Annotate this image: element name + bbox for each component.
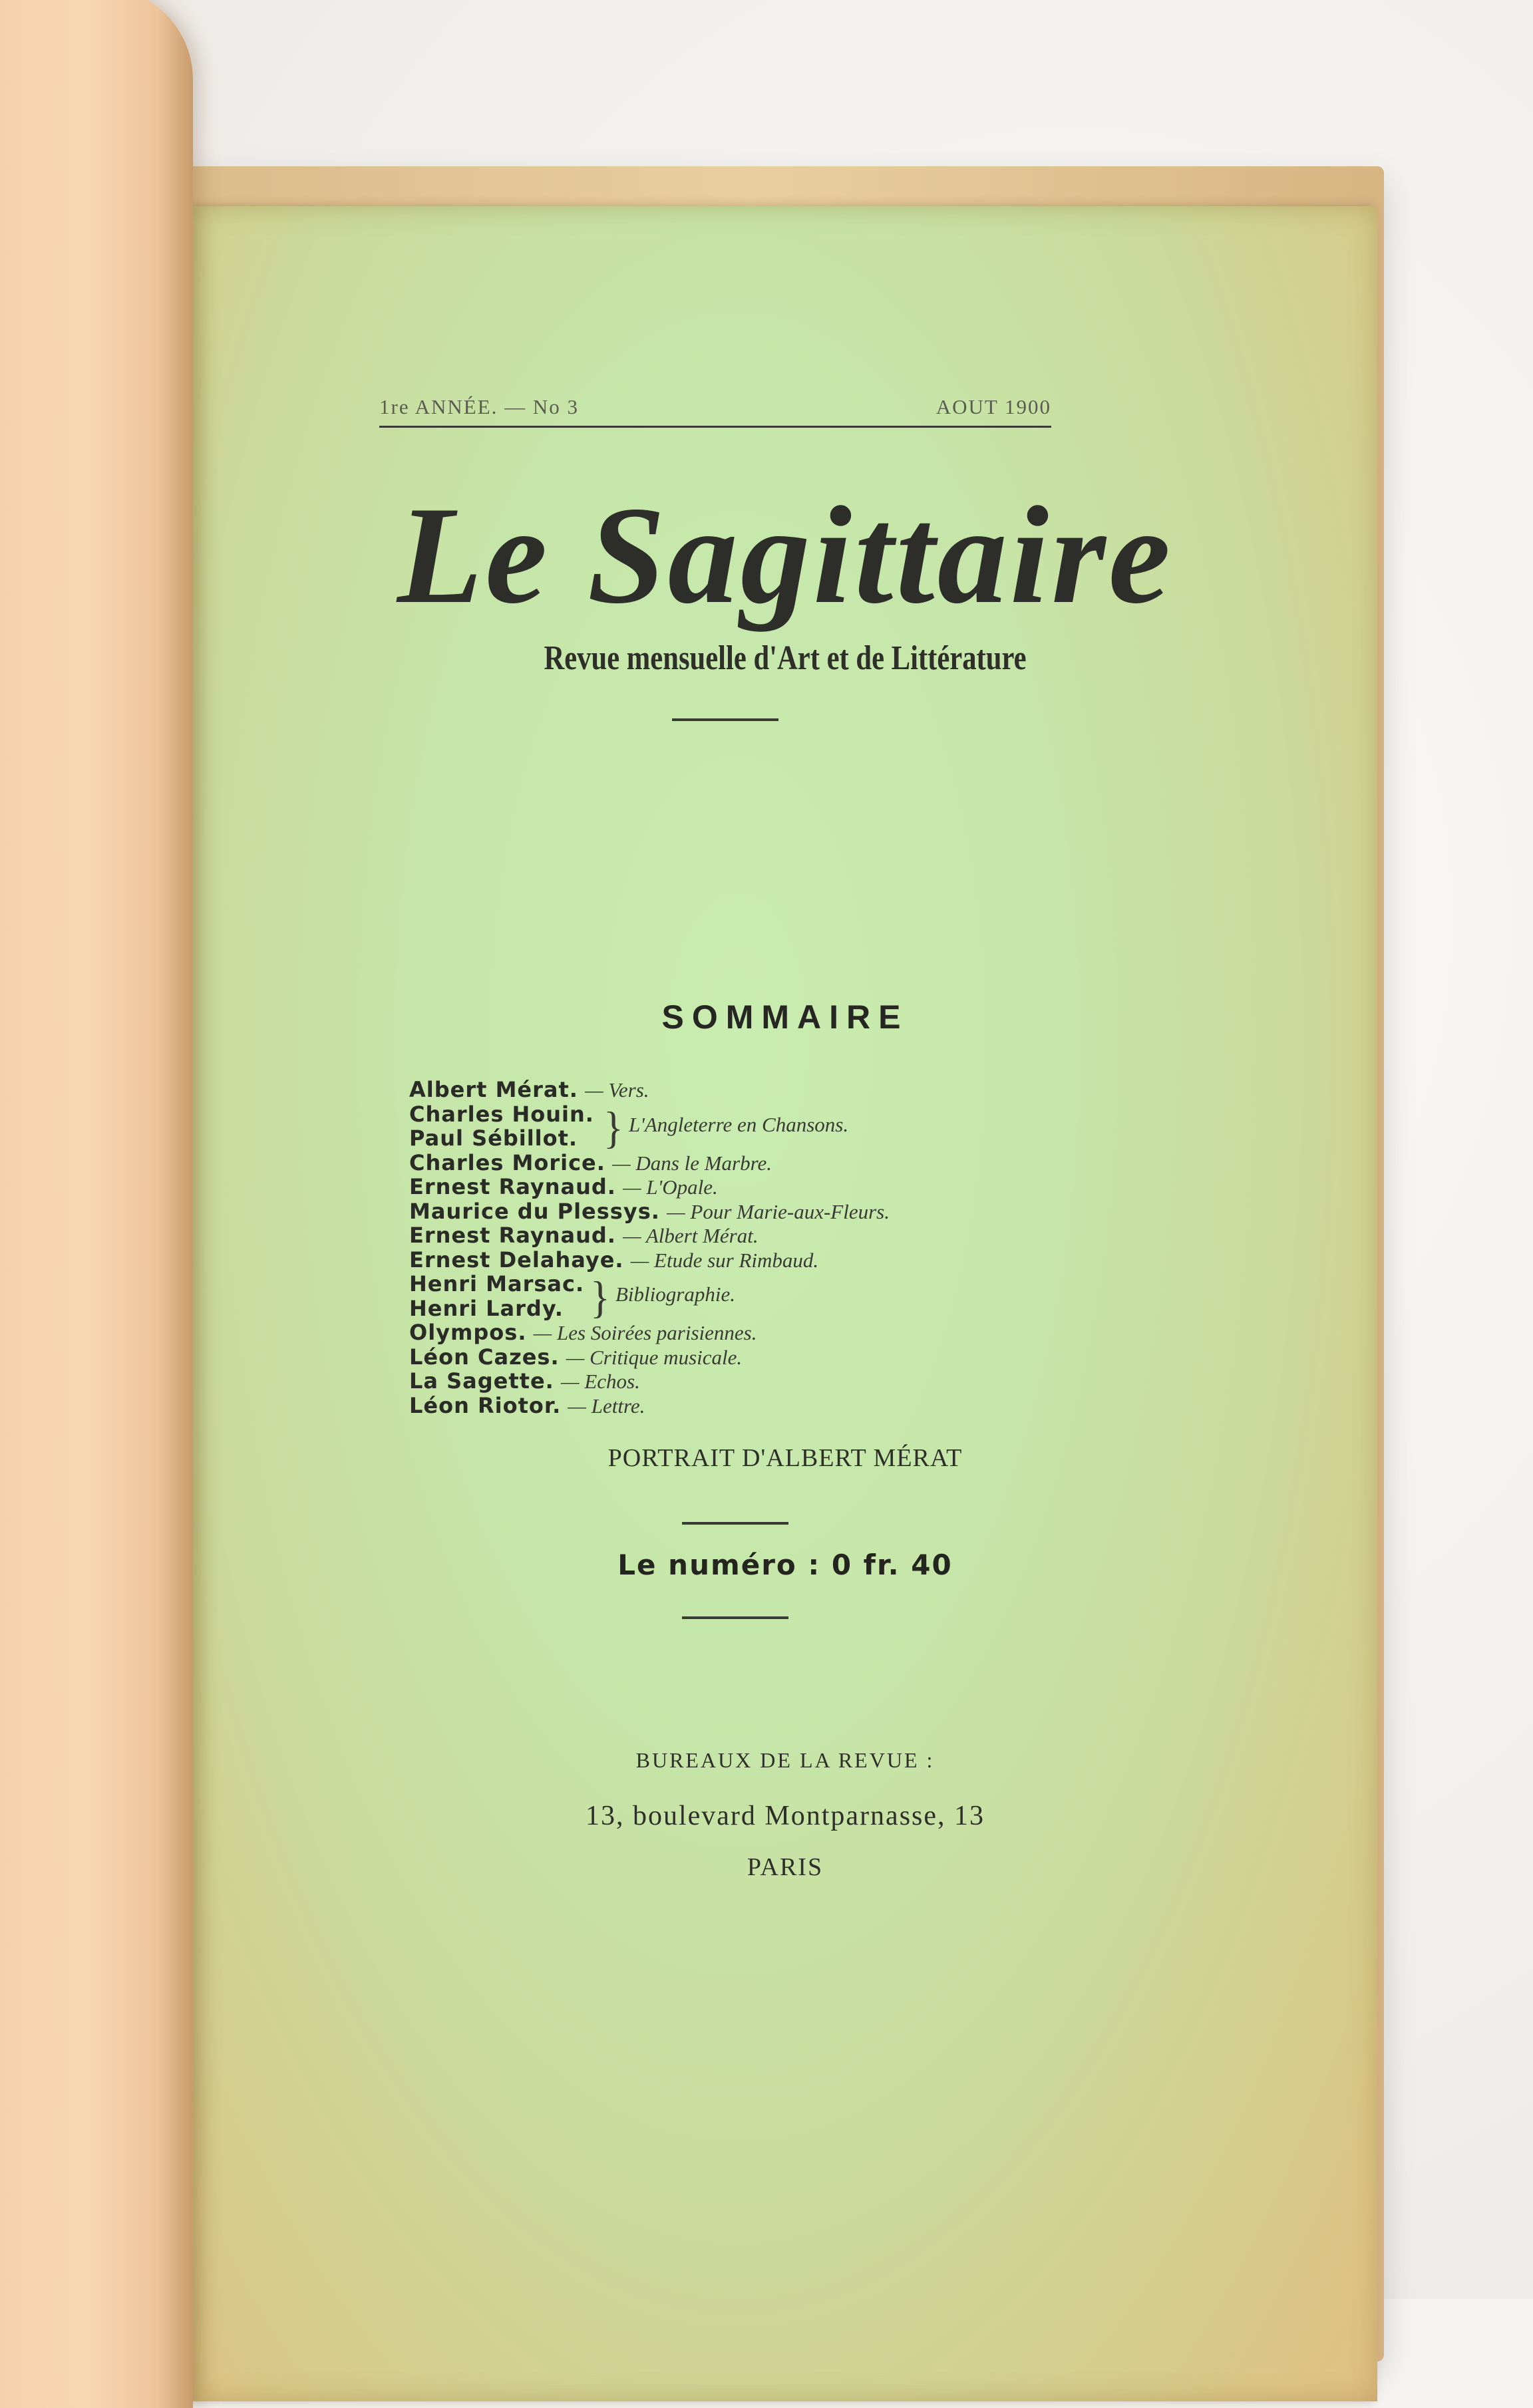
toc-entry	[409, 1320, 1208, 1345]
toc-title: — L'Opale.	[623, 1175, 718, 1199]
toc-author: Ernest Raynaud.	[409, 1174, 616, 1199]
toc-entry	[409, 1369, 1208, 1394]
issue-price: Le numéro : 0 fr. 40	[617, 1549, 953, 1581]
toc-author: Charles Houin.	[409, 1101, 594, 1127]
toc-title: — Critique musicale.	[566, 1345, 743, 1369]
toc-entry	[409, 1199, 1208, 1224]
office-label: BUREAUX DE LA REVUE :	[635, 1748, 935, 1772]
issue-number: 1re ANNÉE. — No 3	[379, 395, 580, 418]
toc-entry	[409, 1175, 1208, 1199]
toc-entry	[409, 1151, 1208, 1175]
journal-subtitle: Revue mensuelle d'Art et de Littérature	[544, 639, 1027, 677]
toc-title: — Vers.	[585, 1078, 649, 1102]
toc-entry-group	[409, 1271, 1208, 1323]
header-rule	[379, 426, 1051, 428]
toc-title: L'Angleterre en Chansons.	[629, 1112, 849, 1136]
toc-title: — Dans le Marbre.	[612, 1151, 772, 1175]
title-page	[193, 206, 1377, 2401]
divider-rule	[682, 1522, 788, 1525]
toc-author: Paul Sébillot.	[409, 1126, 578, 1151]
divider-rule	[672, 718, 778, 721]
toc-author: Henri Lardy.	[409, 1295, 564, 1321]
toc-author: Léon Cazes.	[409, 1344, 560, 1370]
toc-title: — Etude sur Rimbaud.	[630, 1248, 819, 1272]
office-address: 13, boulevard Montparnasse, 13	[585, 1801, 985, 1831]
toc-author: Ernest Raynaud.	[409, 1223, 616, 1248]
left-page	[0, 0, 193, 2408]
toc-title: — Albert Mérat.	[623, 1224, 759, 1247]
toc-author: Olympos.	[409, 1320, 527, 1345]
toc-author: Albert Mérat.	[409, 1077, 578, 1102]
toc-title: — Pour Marie-aux-Fleurs.	[667, 1199, 890, 1223]
office-city: PARIS	[747, 1853, 824, 1881]
sommaire-heading: SOMMAIRE	[661, 998, 909, 1036]
toc-title: — Lettre.	[568, 1394, 645, 1418]
toc-entry	[409, 1345, 1208, 1370]
brace-icon: }	[603, 1103, 623, 1153]
toc-entry-group	[409, 1102, 1208, 1151]
toc-author: La Sagette.	[409, 1368, 554, 1394]
toc-entry	[409, 1223, 1208, 1248]
journal-title: Le Sagittaire	[397, 478, 1174, 633]
toc-author: Maurice du Plessys.	[409, 1198, 660, 1224]
toc-author: Charles Morice.	[409, 1149, 605, 1175]
toc-entry	[409, 1078, 1208, 1102]
table-of-contents	[409, 1078, 1208, 1418]
toc-author: Léon Riotor.	[409, 1392, 562, 1418]
issue-header	[379, 386, 1051, 419]
toc-title: — Echos.	[561, 1370, 640, 1393]
issue-date: AOUT 1900	[936, 395, 1051, 418]
toc-title: Bibliographie.	[615, 1282, 735, 1306]
toc-title: — Les Soirées parisiennes.	[533, 1321, 757, 1344]
toc-author: Henri Marsac.	[409, 1271, 585, 1296]
portrait-note: PORTRAIT D'ALBERT MÉRAT	[607, 1444, 963, 1472]
toc-author: Ernest Delahaye.	[409, 1247, 624, 1273]
brace-icon: }	[590, 1273, 610, 1323]
divider-rule	[682, 1616, 788, 1619]
toc-entry	[409, 1394, 1208, 1418]
toc-entry	[409, 1248, 1208, 1273]
